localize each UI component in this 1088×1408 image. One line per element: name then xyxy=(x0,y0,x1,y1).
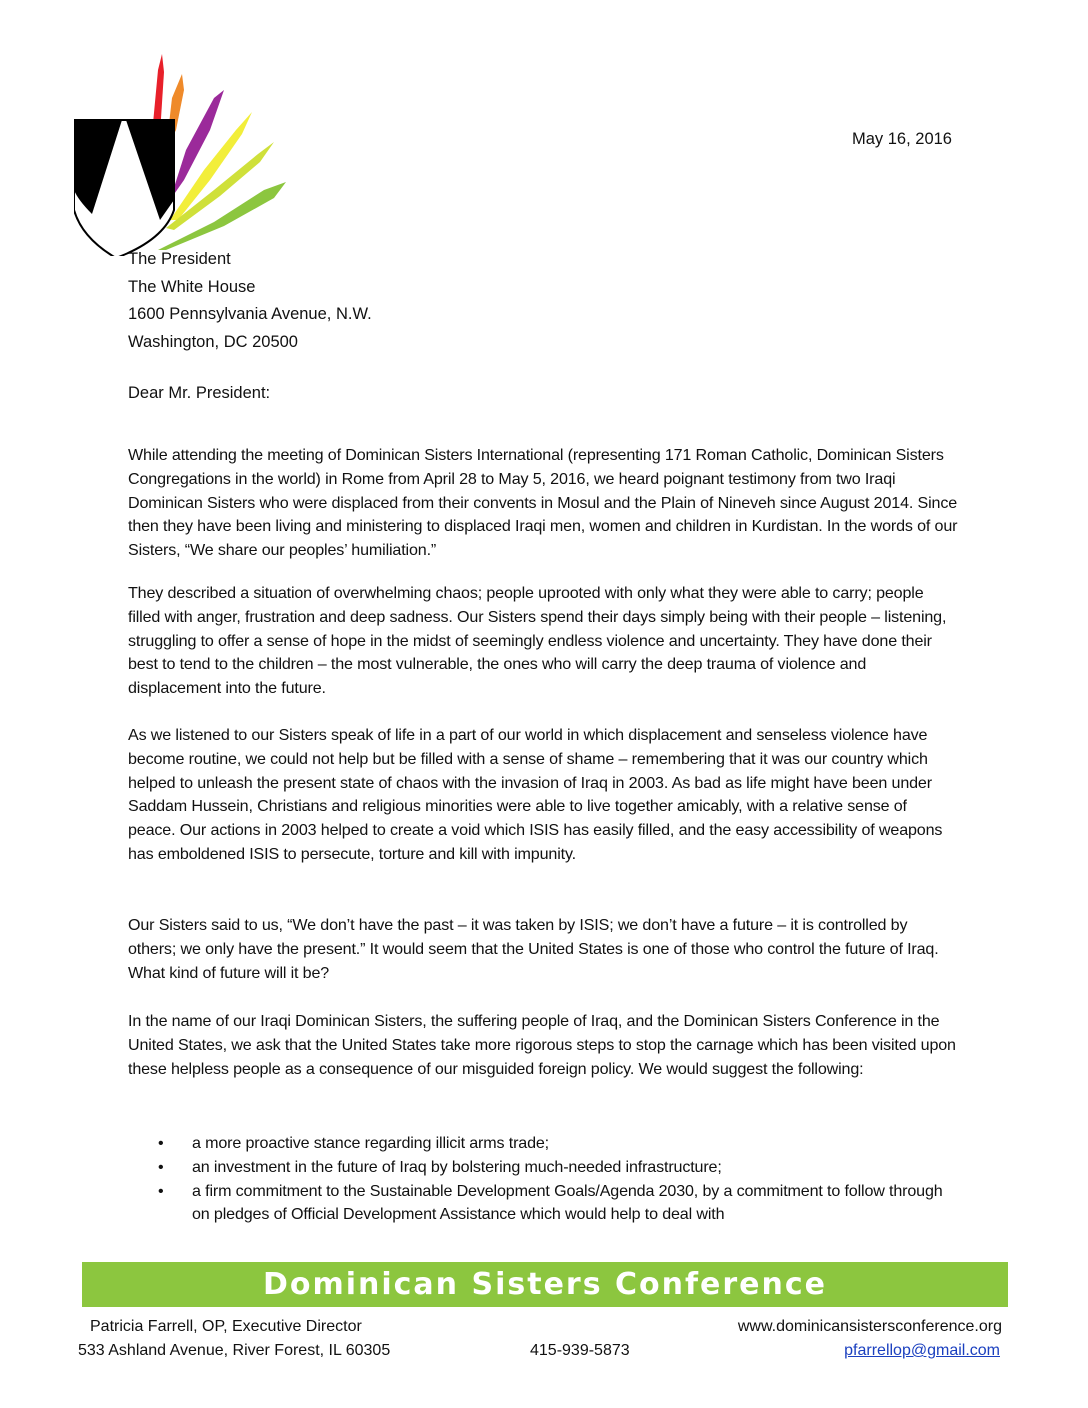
list-item xyxy=(128,1132,958,1156)
organization-logo xyxy=(74,50,286,256)
body-paragraph: As we listened to our Sisters speak of life in a part of our world in which displacement and senseless violence have become routine, we could not help but be filled with a sense of shame – remembering that it was our country which helped to unleash the present state of chaos with the invasion of Iraq in 2003. As bad as life might have been under Saddam Hussein, Christians and religious minorities were able to live together amicably, with a relative sense of peace. Our actions in 2003 helped to create a void which ISIS has easily filled, and the easy accessibility of weapons has emboldened ISIS to persecute, torture and kill with impunity. xyxy=(128,726,943,863)
bullet-icon: • xyxy=(158,1134,164,1152)
bullet-icon: • xyxy=(158,1157,164,1176)
list-item-text: an investment in the future of Iraq by bolstering much-needed infrastructure; xyxy=(192,1157,722,1176)
recipient-line: Washington, DC 20500 xyxy=(128,333,298,352)
footer-email-link[interactable]: pfarrellop@gmail.com xyxy=(844,1342,1000,1359)
recipient-address xyxy=(128,246,372,357)
recipient-line: 1600 Pennsylvania Avenue, N.W. xyxy=(128,305,372,324)
footer-website-link[interactable]: www.dominicansistersconference.org xyxy=(737,1318,1002,1335)
body-paragraph: Our Sisters said to us, “We don’t have the past – it was taken by ISIS; we don’t have a future – it is controlled by others; we only have the present.” It would seem that the United States is one of those who control the future of Iraq. What kind of future will it be? xyxy=(128,916,939,982)
salutation: Dear Mr. President: xyxy=(128,384,271,402)
footer-banner: Dominican Sisters Conference xyxy=(82,1262,1008,1307)
recipient-line: The President xyxy=(128,250,231,268)
body-paragraph: While attending the meeting of Dominican Sisters International (representing 171 Roman Catholic, Dominican Sisters Congregations in the world) in Rome from April 28 to May 5, 2016, we heard poignant testimony from two Iraqi Dominican Sisters who were displaced from their convents in Mosul and the Plain of Nineveh since August 2014. Since then they have been living and ministering to displaced Iraqi men, women and children in Kurdistan. In the words of our Sisters, “We share our peoples’ humiliation.” xyxy=(128,446,958,560)
letter-date: May 16, 2016 xyxy=(852,130,952,148)
footer-phone: 415-939-5873 xyxy=(530,1342,630,1359)
suggestions-list xyxy=(128,1132,958,1227)
body-paragraph: In the name of our Iraqi Dominican Sisters, the suffering people of Iraq, and the Dominican Sisters Conference in the United States, we ask that the United States take more rigorous steps to stop the carnage which has been visited upon these helpless people as a consequence of our misguided foreign policy. We would suggest the following: xyxy=(128,1012,956,1078)
bullet-icon: • xyxy=(158,1181,164,1200)
list-item-text: a firm commitment to the Sustainable Development Goals/Agenda 2030, by a commitment to follow through on pledges of Official Development Assistance which would help to deal with xyxy=(192,1181,943,1224)
footer-address: 533 Ashland Avenue, River Forest, IL 60305 xyxy=(78,1342,391,1359)
list-item xyxy=(128,1156,958,1180)
footer-contact-name: Patricia Farrell, OP, Executive Director xyxy=(90,1318,362,1335)
list-item xyxy=(128,1180,958,1228)
body-paragraph: They described a situation of overwhelming chaos; people uprooted with only what they were able to carry; people filled with anger, frustration and deep sadness. Our Sisters spend their days simply being with their people – listening, struggling to offer a sense of hope in the midst of seemingly endless violence and uncertainty. They have done their best to tend to the children – the most vulnerable, the ones who will carry the deep trauma of violence and displacement into the future. xyxy=(128,584,947,698)
recipient-line: The White House xyxy=(128,277,256,296)
list-item-text: a more proactive stance regarding illicit arms trade; xyxy=(192,1134,549,1152)
